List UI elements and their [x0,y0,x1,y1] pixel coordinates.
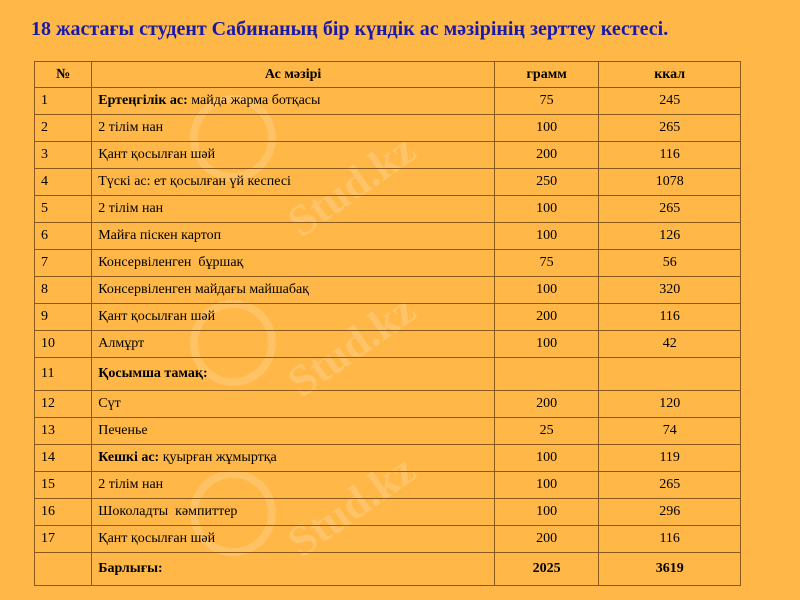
row-number-cell: 4 [35,169,92,196]
table-row [35,331,741,358]
watermark-text: Stud.kz [278,444,425,567]
kcal-cell: 56 [599,250,741,277]
table-row [35,115,741,142]
menu-item-cell [92,526,495,553]
table-row [35,196,741,223]
table-row [35,499,741,526]
gram-cell: 100 [494,499,598,526]
table-row [35,250,741,277]
row-number-cell: 16 [35,499,92,526]
menu-item-text: Майға піскен картоп [98,228,222,243]
menu-item-text: майда жарма ботқасы [187,93,321,108]
kcal-cell: 116 [599,304,741,331]
row-number-cell: 11 [35,358,92,391]
menu-item-text: Қант қосылған шәй [98,147,216,162]
page-title: 18 жастағы студент Сабинаның бір күндік ас мәзірінің зерттеу кестесі. [31,18,669,40]
watermark-text: Stud.kz [278,284,425,407]
column-header-kcal: ккал [599,62,741,88]
row-number-cell: 12 [35,391,92,418]
kcal-cell: 74 [599,418,741,445]
kcal-cell: 320 [599,277,741,304]
watermark-text: Stud.kz [278,124,425,247]
row-number-cell: 6 [35,223,92,250]
menu-item-text: 2 тілім нан [98,201,164,216]
table-row [35,445,741,472]
kcal-cell: 296 [599,499,741,526]
row-number-cell: 5 [35,196,92,223]
row-number-cell: 7 [35,250,92,277]
menu-item-cell [92,88,495,115]
row-number-cell: 13 [35,418,92,445]
gram-cell: 250 [494,169,598,196]
menu-item-cell [92,223,495,250]
row-number-cell: 8 [35,277,92,304]
menu-item-text: 2 тілім нан [98,477,164,492]
total-number-cell [35,553,92,586]
row-number-cell: 1 [35,88,92,115]
menu-item-text: Алмұрт [98,336,145,351]
column-header-number: № [35,62,92,88]
gram-cell: 100 [494,115,598,142]
table-row [35,358,741,391]
gram-cell: 200 [494,304,598,331]
menu-item-cell [92,445,495,472]
gram-cell: 200 [494,391,598,418]
table-row [35,391,741,418]
gram-cell: 100 [494,277,598,304]
gram-cell: 200 [494,142,598,169]
menu-table [34,61,741,586]
menu-item-text: Қант қосылған шәй [98,531,216,546]
menu-item-cell [92,250,495,277]
menu-item-text: Шоколадты кәмпиттер [98,504,238,519]
menu-item-text: Сүт [98,396,121,411]
gram-cell [494,358,598,391]
menu-item-cell [92,391,495,418]
row-number-cell: 3 [35,142,92,169]
menu-item-text: Консервіленген майдағы майшабақ [98,282,309,297]
row-number-cell: 10 [35,331,92,358]
row-number-cell: 15 [35,472,92,499]
meal-label: Ертеңгілік ас: [98,93,188,108]
row-number-cell: 9 [35,304,92,331]
gram-cell: 100 [494,472,598,499]
gram-cell: 25 [494,418,598,445]
kcal-cell [599,358,741,391]
kcal-cell: 119 [599,445,741,472]
table-row [35,88,741,115]
gram-cell: 100 [494,331,598,358]
row-number-cell: 17 [35,526,92,553]
kcal-cell: 265 [599,472,741,499]
gram-cell: 200 [494,526,598,553]
menu-item-cell [92,196,495,223]
menu-item-cell [92,472,495,499]
table-header-row [35,62,741,88]
menu-item-text: Печенье [98,423,148,438]
menu-item-cell [92,115,495,142]
kcal-cell: 126 [599,223,741,250]
table-row [35,142,741,169]
column-header-gram: грамм [494,62,598,88]
menu-item-cell [92,418,495,445]
table-row [35,223,741,250]
total-kcal-cell: 3619 [599,553,741,586]
kcal-cell: 116 [599,526,741,553]
total-row [35,553,741,586]
menu-item-cell [92,169,495,196]
kcal-cell: 42 [599,331,741,358]
menu-item-cell [92,358,495,391]
gram-cell: 100 [494,223,598,250]
gram-cell: 75 [494,88,598,115]
table-row [35,472,741,499]
menu-item-cell [92,142,495,169]
kcal-cell: 245 [599,88,741,115]
row-number-cell: 14 [35,445,92,472]
table-row [35,418,741,445]
total-gram-cell: 2025 [494,553,598,586]
meal-label: Кешкі ас: [98,450,160,465]
gram-cell: 75 [494,250,598,277]
meal-label: Қосымша тамақ: [98,366,208,381]
row-number-cell: 2 [35,115,92,142]
kcal-cell: 265 [599,115,741,142]
gram-cell: 100 [494,445,598,472]
kcal-cell: 265 [599,196,741,223]
menu-item-text: қуырған жұмыртқа [159,450,277,465]
table-row [35,304,741,331]
menu-item-cell [92,331,495,358]
total-label-cell: Барлығы: [92,553,495,586]
table-row [35,277,741,304]
gram-cell: 100 [494,196,598,223]
menu-item-text: Консервіленген бұршақ [98,255,244,270]
menu-item-text: Қант қосылған шәй [98,309,216,324]
menu-item-cell [92,499,495,526]
menu-item-text: 2 тілім нан [98,120,164,135]
menu-item-cell [92,277,495,304]
kcal-cell: 1078 [599,169,741,196]
menu-item-text: Түскі ас: ет қосылған үй кеспесі [98,174,291,189]
column-header-menu: Ас мәзірі [92,62,495,88]
menu-item-cell [92,304,495,331]
table-row [35,169,741,196]
kcal-cell: 116 [599,142,741,169]
kcal-cell: 120 [599,391,741,418]
table-row [35,526,741,553]
